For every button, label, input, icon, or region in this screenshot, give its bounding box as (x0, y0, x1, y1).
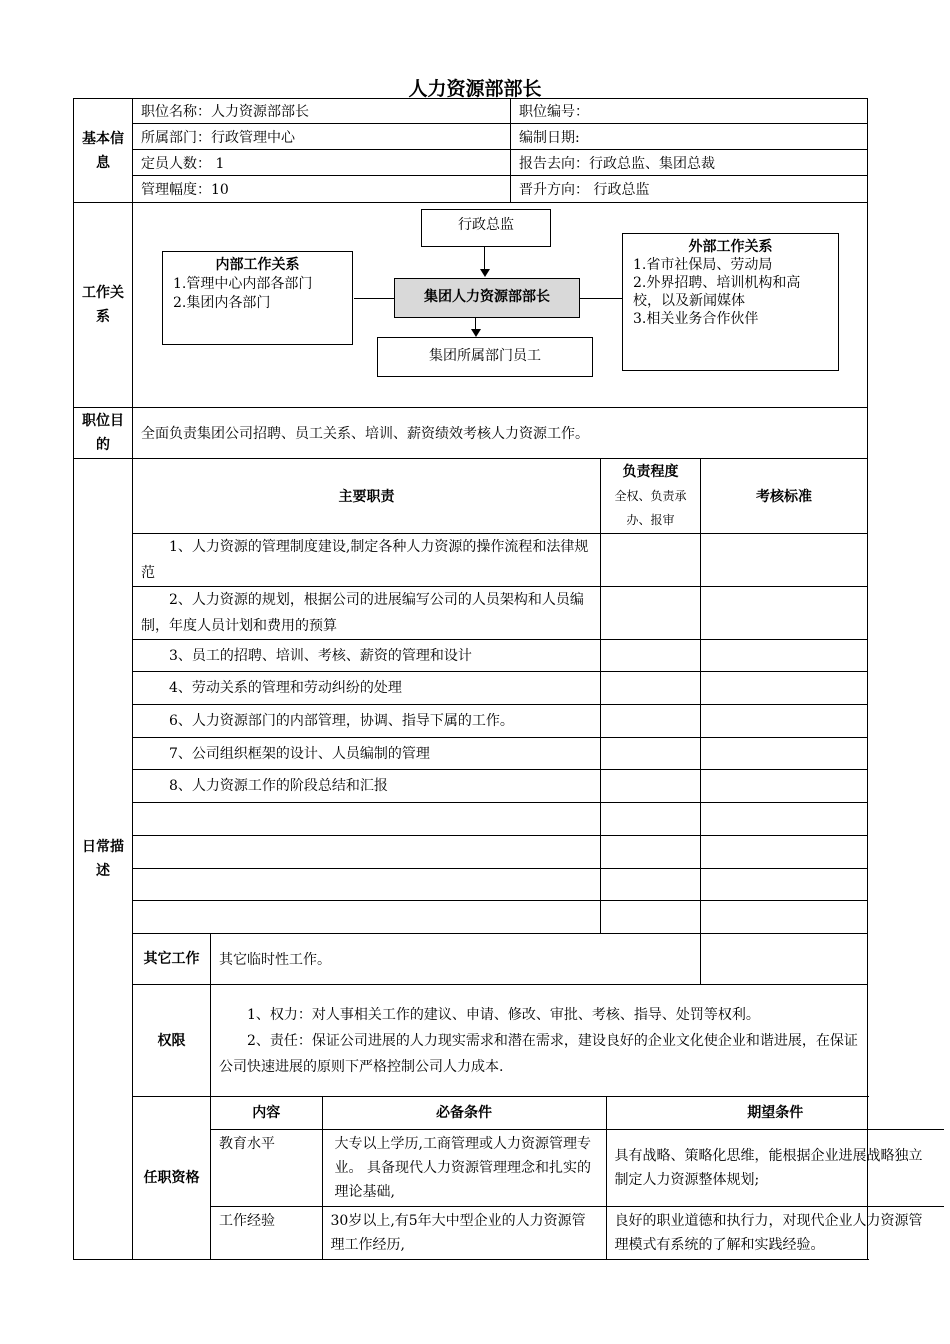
qual-expected: 具有战略、策略化思维，能根据企业进展战略独立制定人力资源整体规划; (606, 1129, 944, 1206)
external-relations-box (622, 233, 839, 371)
position-no: 职位编号： (511, 99, 868, 124)
external-item: 3.相关业务合作伙伴 (633, 311, 759, 327)
internal-item: 2.集团内各部门 (173, 295, 271, 311)
management-span: 管理幅度：10 (133, 176, 511, 203)
department: 所属部门：行政管理中心 (133, 124, 511, 150)
authority-text (211, 985, 868, 1097)
arrow-icon (471, 329, 481, 337)
table-row (74, 869, 868, 901)
connector-line (579, 298, 622, 299)
external-relations-title: 外部工作关系 (688, 239, 773, 255)
authority-item: 1、权力：对人事相关工作的建议、申请、修改、审批、考核、指导、处罚等权利。 (247, 1006, 760, 1023)
arrow-icon (480, 269, 490, 277)
table-row (74, 640, 868, 672)
duty-text: 7、公司组织框架的设计、人员编制的管理 (133, 738, 601, 770)
promotion: 晋升方向： 行政总监 (511, 176, 868, 203)
table-row (74, 770, 868, 803)
qual-required: 30岁以上,有5年大中型企业的人力资源管理工作经历, (322, 1206, 606, 1259)
connector-line (354, 298, 394, 299)
table-row (211, 1129, 944, 1206)
edit-date: 编制日期: (511, 124, 868, 150)
duty-text: 6、人力资源部门的内部管理，协调、指导下属的工作。 (133, 705, 601, 738)
internal-relations-title: 内部工作关系 (215, 257, 300, 273)
section-qualification: 任职资格 (133, 1097, 211, 1260)
relations-diagram (133, 203, 868, 408)
qual-required: 大专以上学历,工商管理或人力资源管理专业。 具备现代人力资源管理理念和扎实的理论基础, (322, 1129, 606, 1206)
report-to: 报告去向：行政总监、集团总裁 (511, 150, 868, 176)
table-row (74, 803, 868, 836)
center-label: 集团人力资源部部长 (424, 289, 550, 305)
qual-header: 必备条件 (322, 1097, 606, 1129)
qualification-cell (211, 1097, 923, 1260)
duties-header-criteria: 考核标准 (701, 459, 868, 534)
duty-text: 8、人力资源工作的阶段总结和汇报 (133, 770, 601, 803)
qual-header: 期望条件 (606, 1097, 944, 1129)
level-title: 负责程度 (622, 464, 679, 480)
job-description-table (73, 98, 923, 1260)
authority-item: 2、责任：保证公司进展的人力现实需求和潜在需求，建设良好的企业文化使企业和谐进展，在保证公司快速进展的原则下严格控制公司人力成本. (219, 1032, 858, 1075)
center-box (394, 278, 580, 318)
table-row (74, 672, 868, 705)
external-item: 1.省市社保局、劳动局 (633, 257, 773, 273)
superior-box (421, 209, 551, 247)
purpose-text: 全面负责集团公司招聘、员工关系、培训、薪资绩效考核人力资源工作。 (133, 408, 868, 459)
other-work-text: 其它临时性工作。 (211, 934, 701, 985)
table-row (74, 738, 868, 770)
qual-item: 工作经验 (211, 1206, 322, 1259)
headcount: 定员人数： 1 (133, 150, 511, 176)
page-title: 人力资源部部长 (408, 78, 542, 100)
internal-relations-box (162, 251, 353, 345)
table-row (74, 534, 868, 587)
section-daily: 日常描述 (74, 459, 133, 1260)
qual-expected: 良好的职业道德和执行力，对现代企业人力资源管理模式有系统的了解和实践经验。 (606, 1206, 944, 1259)
table-row (74, 705, 868, 738)
duties-header-level (601, 459, 701, 534)
qual-item: 教育水平 (211, 1129, 322, 1206)
qual-header: 内容 (211, 1097, 322, 1129)
qualification-table (211, 1097, 944, 1259)
subordinate-box (377, 337, 593, 377)
section-basic: 基本信息 (74, 99, 133, 203)
table-row (211, 1206, 944, 1259)
level-subtitle: 全权、负责承办、报审 (614, 489, 687, 527)
connector-line (484, 246, 485, 270)
position-name: 职位名称：人力资源部部长 (133, 99, 511, 124)
table-row (74, 587, 868, 640)
table-row (74, 836, 868, 869)
section-authority: 权限 (133, 985, 211, 1097)
duty-text: 2、人力资源的规划，根据公司的进展编写公司的人员架构和人员编制，年度人员计划和费用的预算 (133, 587, 601, 640)
external-item: 2.外界招聘、培训机构和高校，以及新闻媒体 (633, 275, 801, 309)
duty-text: 1、人力资源的管理制度建设,制定各种人力资源的操作流程和法律规范 (133, 534, 601, 587)
duty-text: 3、员工的招聘、培训、考核、薪资的管理和设计 (133, 640, 601, 672)
table-row (74, 901, 868, 934)
section-purpose: 职位目的 (74, 408, 133, 459)
section-relations: 工作关系 (74, 203, 133, 408)
superior-label: 行政总监 (458, 217, 514, 233)
duty-text: 4、劳动关系的管理和劳动纠纷的处理 (133, 672, 601, 705)
internal-item: 1.管理中心内部各部门 (173, 276, 313, 292)
duties-header-main: 主要职责 (133, 459, 601, 534)
section-other: 其它工作 (133, 934, 211, 985)
subordinate-label: 集团所属部门员工 (429, 348, 541, 364)
